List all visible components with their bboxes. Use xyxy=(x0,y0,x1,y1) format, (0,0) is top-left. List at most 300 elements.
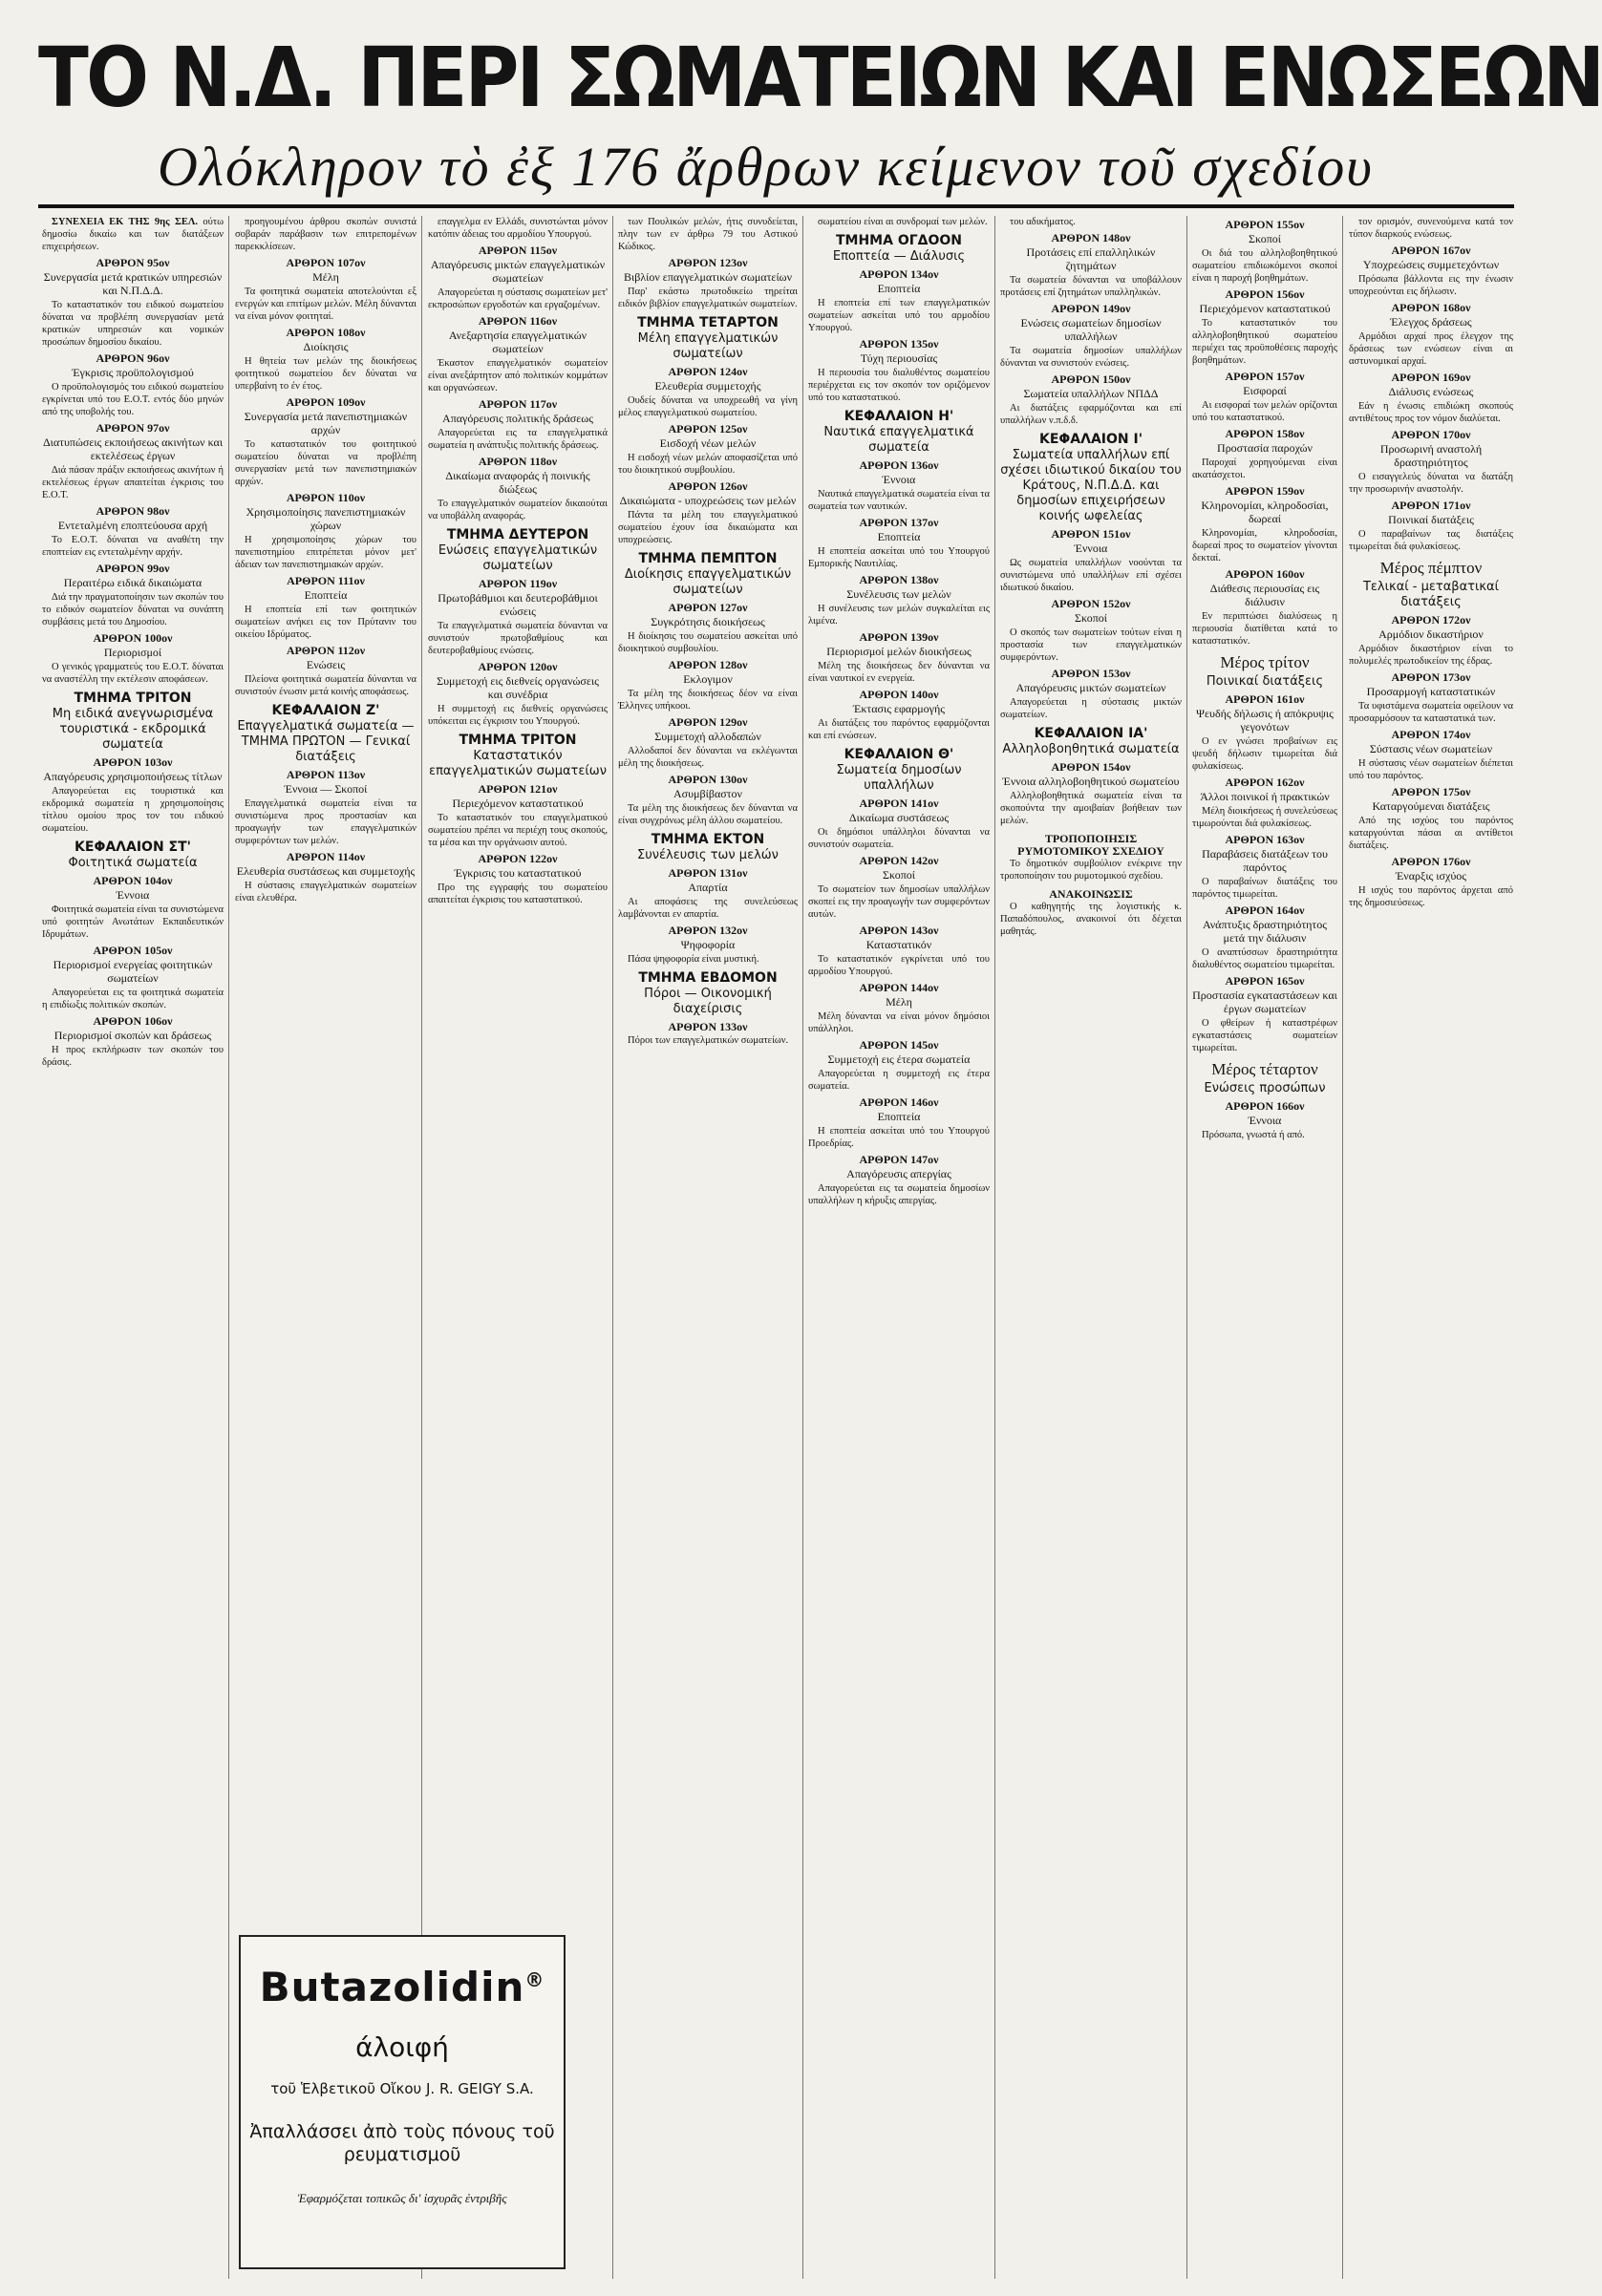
article-number: ΑΡΘΡΟΝ 132ον xyxy=(668,924,748,937)
article-number: ΑΡΘΡΟΝ 173ον xyxy=(1391,670,1471,684)
article-text: Η εισδοχή νέων μελών αποφασίζεται υπό του διοικητικού συμβουλίου. xyxy=(618,453,798,476)
article-number: ΑΡΘΡΟΝ 133ον xyxy=(668,1020,748,1033)
article-number: ΑΡΘΡΟΝ 163ον xyxy=(1225,833,1305,846)
article-title: Αρμόδιον δικαστήριον xyxy=(1378,627,1484,641)
ad-brand-name: Butazolidin xyxy=(259,1964,525,2010)
article-text: Αι διατάξεις του παρόντος εφαρμόζονται και επί ενώσεων. xyxy=(808,718,990,741)
article-text: Απαγορεύεται η σύστασις μικτών σωματείων. xyxy=(1000,697,1182,720)
article-title: Ανάπτυξις δραστηριότητος μετά την διάλυσιν xyxy=(1202,918,1328,945)
article-block xyxy=(618,715,798,770)
article-title: Απαρτία xyxy=(688,881,728,894)
article-title: Περιορισμοί σκοπών και δράσεως xyxy=(53,1029,212,1042)
article-text: Το καταστατικόν εγκρίνεται υπό του αρμοδίου Υπουργού. xyxy=(808,954,990,977)
notice-heading: ΑΝΑΚΟΙΝΩΣΙΣ xyxy=(1049,887,1133,901)
section-subheading: Πόροι — Οικονομική διαχείρισις xyxy=(644,987,772,1016)
article-block xyxy=(618,658,798,712)
article-title: Προσαρμογή καταστατικών xyxy=(1366,685,1496,698)
article-block xyxy=(428,577,608,657)
article-block xyxy=(42,256,224,349)
paragraph-block xyxy=(1000,216,1182,228)
paragraph-text: του αδικήματος. xyxy=(1010,217,1076,227)
article-text: Το καταστατικόν του φοιτητικού σωματείου δύναται να προβλέπη συνεργασίαν μετά των πανεπιστημιακών αρχών. xyxy=(235,439,417,487)
notice-heading: ΤΡΟΠΟΠΟΙΗΣΙΣ ΡΥΜΟΤΟΜΙΚΟΥ ΣΧΕΔΙΟΥ xyxy=(1017,832,1164,858)
article-block xyxy=(808,854,990,921)
article-number: ΑΡΘΡΟΝ 172ον xyxy=(1391,613,1471,627)
article-title: Εκλογιμον xyxy=(683,672,733,686)
article-title: Έννοια xyxy=(116,888,150,902)
article-title: Προστασία εγκαταστάσεων και έργων σωματείων xyxy=(1192,989,1337,1015)
article-text: Το Ε.Ο.Τ. δύναται να αναθέτη την εποπτείαν εις εντεταλμένην αρχήν. xyxy=(42,535,224,558)
column-rule xyxy=(802,216,803,2279)
article-number: ΑΡΘΡΟΝ 144ον xyxy=(859,981,939,994)
article-number: ΑΡΘΡΟΝ 174ον xyxy=(1391,728,1471,741)
section-block xyxy=(428,733,608,779)
article-text: Απαγορεύεται εις τα επαγγελματικά σωματεία η ανάπτυξις πολιτικής δράσεως. xyxy=(428,428,608,451)
notice-block xyxy=(1000,888,1182,938)
text-column xyxy=(38,216,227,2279)
article-title: Προσωρινή αναστολή δραστηριότητος xyxy=(1379,442,1483,469)
column-rule xyxy=(994,216,995,2279)
article-number: ΑΡΘΡΟΝ 141ον xyxy=(859,797,939,810)
article-block xyxy=(235,256,417,323)
article-text: Απαγορεύεται η συμμετοχή εις έτερα σωματεία. xyxy=(808,1069,990,1092)
article-number: ΑΡΘΡΟΝ 143ον xyxy=(859,924,939,937)
text-column xyxy=(424,216,611,1930)
paragraph-text: προηγουμένου άρθρου σκοπών συνιστά σοβαράν παράβασιν των επιτρεπομένων παρεκκλίσεων. xyxy=(235,217,417,252)
article-title: Διοίκησις xyxy=(303,340,349,353)
article-title: Περιορισμοί xyxy=(103,646,162,659)
article-block xyxy=(428,852,608,906)
article-title: Βιβλίον επαγγελματικών σωματείων xyxy=(624,270,792,284)
article-block xyxy=(235,326,417,393)
article-title: Έγκρισις προϋπολογισμού xyxy=(72,366,194,379)
article-number: ΑΡΘΡΟΝ 140ον xyxy=(859,688,939,701)
article-title: Περιορισμοί ενεργείας φοιτητικών σωματείων xyxy=(53,958,213,985)
article-block xyxy=(808,573,990,627)
article-text: Η προς εκπλήρωσιν των σκοπών του δράσις. xyxy=(42,1045,224,1068)
article-number: ΑΡΘΡΟΝ 159ον xyxy=(1225,484,1305,498)
article-number: ΑΡΘΡΟΝ 164ον xyxy=(1225,904,1305,917)
column-rule xyxy=(1186,216,1187,2279)
article-number: ΑΡΘΡΟΝ 108ον xyxy=(286,326,366,339)
article-text: Παρ' εκάστω πρωτοδικείω τηρείται ειδικόν βιβλίον επαγγελματικών σωματείων. xyxy=(618,287,798,309)
article-number: ΑΡΘΡΟΝ 106ον xyxy=(93,1014,173,1028)
article-block xyxy=(42,421,224,501)
article-block xyxy=(428,782,608,849)
article-block xyxy=(1349,670,1513,725)
article-block xyxy=(42,562,224,628)
article-text: Απαγορεύεται εις τουριστικά και εκδρομικά σωματεία η χρησιμοποίησις τίτλου ομοίου προς τον του ειδικού σωματείου. xyxy=(42,786,224,834)
article-block xyxy=(618,773,798,827)
article-text: Πάντα τα μέλη του επαγγελματικού σωματείου έχουν ίσα δικαιώματα και υποχρεώσεις. xyxy=(618,510,798,545)
article-title: Εντεταλμένη εποπτεύουσα αρχή xyxy=(57,519,208,532)
article-block xyxy=(618,422,798,477)
article-number: ΑΡΘΡΟΝ 175ον xyxy=(1391,785,1471,798)
section-block xyxy=(42,691,224,753)
article-block xyxy=(1000,667,1182,721)
text-column xyxy=(804,216,993,2279)
article-number: ΑΡΘΡΟΝ 155ον xyxy=(1225,218,1305,231)
headline-rule xyxy=(38,204,1514,208)
article-text: Τα μέλη της διοικήσεως δέον να είναι Έλληνες υπήκοοι. xyxy=(618,689,798,712)
ad-claim: Ἀπαλλάσσει ἀπὸ τοὺς πόνους τοῦ ρευματισμοῦ xyxy=(249,2121,555,2165)
article-title: Απαγόρευσις πολιτικής δράσεως xyxy=(442,412,593,425)
article-text: Αρμόδιοι αρχαί προς έλεγχον της δράσεως των ενώσεων είναι αι αστυνομικαί αρχαί. xyxy=(1349,331,1513,367)
article-block xyxy=(1000,302,1182,370)
article-title: Συγκρότησις διοικήσεως xyxy=(651,615,765,628)
article-block xyxy=(1192,1099,1337,1141)
article-text: Τα σωματεία δύνανται να υποβάλλουν προτάσεις επί ζητημάτων υπαλληλικών. xyxy=(1000,275,1182,298)
article-block xyxy=(808,516,990,570)
article-block xyxy=(1349,855,1513,909)
article-number: ΑΡΘΡΟΝ 131ον xyxy=(668,866,748,880)
article-title: Καταστατικόν xyxy=(865,938,932,951)
article-title: Προστασία παροχών xyxy=(1217,441,1313,455)
article-text: Μέλη διοικήσεως ή συνελεύσεως τιμωρούνται διά φυλακίσεως. xyxy=(1192,806,1337,829)
column-rule xyxy=(1342,216,1343,2279)
article-number: ΑΡΘΡΟΝ 134ον xyxy=(859,267,939,281)
article-number: ΑΡΘΡΟΝ 171ον xyxy=(1391,499,1471,512)
article-title: Σύστασις νέων σωματείων xyxy=(1369,742,1493,755)
paragraph-text: τον ορισμόν, συνενούμενα κατά τον τύπον διαρκούς ενώσεως. xyxy=(1349,217,1513,240)
article-text: Ο αναπτύσσων δραστηριότητα διαλυθέντος σωματείου τιμωρείται. xyxy=(1192,947,1337,970)
article-number: ΑΡΘΡΟΝ 149ον xyxy=(1051,302,1131,315)
article-text: Η συμμετοχή εις διεθνείς οργανώσεις υπόκειται εις έγκρισιν του Υπουργού. xyxy=(428,704,608,727)
section-heading: ΚΕΦΑΛΑΙΟΝ Η' xyxy=(844,409,954,424)
section-subheading: Μη ειδικά ανεγνωρισμένα τουριστικά - εκδρομικά σωματεία xyxy=(52,707,214,752)
article-block xyxy=(808,267,990,334)
article-block xyxy=(1000,597,1182,664)
article-text: Ο εν γνώσει προβαίνων εις ψευδή δήλωσιν τιμωρείται διά φυλακίσεως. xyxy=(1192,736,1337,772)
article-text: Από της ισχύος του παρόντος καταργούνται πάσαι αι αντίθετοι διατάξεις. xyxy=(1349,816,1513,851)
article-title: Διάλυσις ενώσεως xyxy=(1388,385,1474,398)
article-number: ΑΡΘΡΟΝ 121ον xyxy=(478,782,558,796)
article-block xyxy=(42,755,224,835)
butazolidin-advertisement xyxy=(239,1935,566,2269)
continuation-text: ούτω δημοσίω δικαίω και των διατάξεων επιχειρήσεων. xyxy=(42,217,224,252)
section-subheading: Εποπτεία — Διάλυσις xyxy=(832,249,966,264)
article-number: ΑΡΘΡΟΝ 112ον xyxy=(286,644,366,657)
article-text: Έκαστον επαγγελματικόν σωματείον είναι ανεξάρτητον από πολιτικών κομμάτων και οργανώσεων. xyxy=(428,358,608,393)
section-block xyxy=(618,832,798,863)
article-text: Πάσα ψηφοφορία είναι μυστική. xyxy=(628,954,759,965)
article-number: ΑΡΘΡΟΝ 126ον xyxy=(668,479,748,493)
section-block xyxy=(618,970,798,1017)
article-number: ΑΡΘΡΟΝ 152ον xyxy=(1051,597,1131,610)
section-heading: ΚΕΦΑΛΑΙΟΝ Ζ' xyxy=(271,703,380,718)
article-text: Τα φοιτητικά σωματεία αποτελούνται εξ ενεργών και επιτίμων μελών. Μέλη δύνανται να είναι μόνον φοιτηταί. xyxy=(235,287,417,322)
text-column xyxy=(231,216,420,1930)
article-block xyxy=(1000,372,1182,427)
article-title: Συνεργασία μετά πανεπιστημιακών αρχών xyxy=(244,410,408,436)
article-block xyxy=(1192,692,1337,773)
article-number: ΑΡΘΡΟΝ 122ον xyxy=(478,852,558,865)
article-title: Απαγόρευσις απεργίας xyxy=(846,1167,951,1180)
section-subheading: Μέλη επαγγελματικών σωματείων xyxy=(637,331,779,361)
article-title: Ενώσεις σωματείων δημοσίων υπαλλήλων xyxy=(1020,316,1162,343)
article-text: Η χρησιμοποίησις χώρων του πανεπιστημίου επιτρέπεται μόνον μετ' άδειαν των πανεπιστημιακών αρχών. xyxy=(235,535,417,570)
article-title: Συνέλευσις των μελών xyxy=(846,587,951,601)
article-title: Έναρξις ισχύος xyxy=(1395,869,1467,882)
article-text: Το σωματείον των δημοσίων υπαλλήλων σκοπεί εις την προαγωγήν των συμφερόντων αυτών. xyxy=(808,884,990,920)
text-column xyxy=(1188,216,1341,2279)
article-block xyxy=(808,1038,990,1093)
article-number: ΑΡΘΡΟΝ 160ον xyxy=(1225,567,1305,581)
article-text: Αλλοδαποί δεν δύνανται να εκλέγωνται μέλη της διοικήσεως. xyxy=(618,746,798,769)
article-block xyxy=(42,1014,224,1069)
article-title: Ποινικαί διατάξεις xyxy=(1388,513,1474,526)
text-column xyxy=(996,216,1185,2279)
article-title: Έλεγχος δράσεως xyxy=(1390,315,1472,329)
article-title: Εισδοχή νέων μελών xyxy=(659,436,757,450)
article-number: ΑΡΘΡΟΝ 170ον xyxy=(1391,428,1471,441)
article-block xyxy=(428,314,608,394)
article-text: Η εποπτεία ασκείται υπό του Υπουργού Προεδρίας. xyxy=(808,1126,990,1149)
article-title: Ελευθερία συμμετοχής xyxy=(654,379,761,393)
article-block xyxy=(1349,371,1513,425)
part-heading: Μέρος τρίτον xyxy=(1220,653,1310,671)
section-heading: ΚΕΦΑΛΑΙΟΝ ΙΑ' xyxy=(1034,726,1148,741)
article-title: Μέλη xyxy=(886,995,912,1009)
page-subheadline: Ολόκληρον τὸ ἐξ 176 ἄρθρων κείμενον τοῦ σχεδίου xyxy=(158,136,1374,198)
paragraph-block xyxy=(1349,216,1513,241)
paragraph-block xyxy=(808,216,990,228)
article-block xyxy=(1349,499,1513,553)
article-title: Περιεχόμενον καταστατικού xyxy=(1199,302,1331,315)
article-block xyxy=(618,1020,798,1047)
part-block xyxy=(1192,653,1337,690)
article-number: ΑΡΘΡΟΝ 120ον xyxy=(478,660,558,673)
article-number: ΑΡΘΡΟΝ 105ον xyxy=(93,944,173,957)
article-text: Εν περιπτώσει διαλύσεως η περιουσία διατίθεται κατά το καταστατικόν. xyxy=(1192,611,1337,647)
article-number: ΑΡΘΡΟΝ 158ον xyxy=(1225,427,1305,440)
article-block xyxy=(428,244,608,311)
section-subheading: Αλληλοβοηθητικά σωματεία xyxy=(1002,742,1180,756)
article-block xyxy=(1349,428,1513,496)
article-block xyxy=(1192,567,1337,648)
section-block xyxy=(235,703,417,765)
article-block xyxy=(1192,484,1337,564)
part-subheading: Ποινικαί διατάξεις xyxy=(1206,674,1324,689)
article-title: Παραβάσεις διατάξεων του παρόντος xyxy=(1202,847,1328,874)
article-title: Απαγόρευσις μικτών σωματείων xyxy=(1015,681,1166,694)
article-block xyxy=(42,944,224,1011)
article-title: Προτάσεις επί επαλληλικών ζητημάτων xyxy=(1026,245,1156,272)
article-text: Η εποπτεία επί των επαγγελματικών σωματείων ασκείται υπό του αρμοδίου Υπουργού. xyxy=(808,298,990,333)
article-number: ΑΡΘΡΟΝ 156ον xyxy=(1225,287,1305,301)
article-title: Διάθεσις περιουσίας εις διάλυσιν xyxy=(1209,582,1320,608)
article-number: ΑΡΘΡΟΝ 139ον xyxy=(859,630,939,644)
article-title: Έννοια xyxy=(1074,542,1108,555)
article-number: ΑΡΘΡΟΝ 138ον xyxy=(859,573,939,586)
article-number: ΑΡΘΡΟΝ 176ον xyxy=(1391,855,1471,868)
article-title: Τύχη περιουσίας xyxy=(860,351,938,365)
section-heading: ΤΜΗΜΑ ΤΡΙΤΟΝ xyxy=(459,733,577,748)
article-title: Συμμετοχή αλλοδαπών xyxy=(654,730,761,743)
article-block xyxy=(808,458,990,513)
article-text: Τα μέλη της διοικήσεως δεν δύνανται να είναι συγχρόνως μέλη άλλου σωματείου. xyxy=(618,803,798,826)
article-number: ΑΡΘΡΟΝ 110ον xyxy=(286,491,366,504)
article-text: Αλληλοβοηθητικά σωματεία είναι τα σκοπούντα την αμοιβαίαν βοήθειαν των μελών. xyxy=(1000,791,1182,826)
section-block xyxy=(808,747,990,794)
section-subheading: Συνέλευσις των μελών xyxy=(637,848,779,862)
article-title: Σκοποί xyxy=(882,868,916,882)
article-title: Εποπτεία xyxy=(877,530,921,543)
article-block xyxy=(1192,287,1337,367)
article-block xyxy=(1000,527,1182,594)
article-text: Το καταστατικόν του ειδικού σωματείου δύναται να προβλέπη συνεργασίαν μετά κρατικών υπηρεσιών και νομικών προσώπων δημοσίου δικαίου. xyxy=(42,300,224,348)
article-title: Διατυπώσεις εκποιήσεως ακινήτων και εκτελέσεως έργων xyxy=(42,436,224,462)
article-title: Έννοια — Σκοποί xyxy=(284,782,368,796)
article-title: Ψηφοφορία xyxy=(680,938,736,951)
article-title: Έννοια xyxy=(882,473,916,486)
text-column xyxy=(614,216,801,2279)
article-title: Ελευθερία συστάσεως και συμμετοχής xyxy=(236,864,416,878)
article-block xyxy=(618,866,798,921)
article-title: Έννοια xyxy=(1248,1114,1282,1127)
paragraph-text: επαγγελμα εν Ελλάδι, συνιστώνται μόνον κατόπιν άδειας του αρμοδίου Υπουργού. xyxy=(428,217,608,240)
section-block xyxy=(618,315,798,362)
continuation-paragraph xyxy=(42,216,224,253)
article-title: Σκοποί xyxy=(1074,611,1108,625)
section-heading: ΚΕΦΑΛΑΙΟΝ Θ' xyxy=(844,747,954,762)
section-block xyxy=(808,409,990,456)
continuation-block xyxy=(42,216,224,253)
ad-brand xyxy=(241,1964,564,2010)
article-number: ΑΡΘΡΟΝ 115ον xyxy=(478,244,558,257)
article-block xyxy=(1349,728,1513,782)
article-block xyxy=(1349,244,1513,298)
article-number: ΑΡΘΡΟΝ 130ον xyxy=(668,773,748,786)
page-headline: ΤΟ Ν.Δ. ΠΕΡΙ ΣΩΜΑΤΕΙΩΝ ΚΑΙ ΕΝΩΣΕΩΝ xyxy=(38,31,1602,126)
article-title: Περαιτέρω ειδικά δικαιώματα xyxy=(63,576,203,589)
article-number: ΑΡΘΡΟΝ 167ον xyxy=(1391,244,1471,257)
section-subheading: Διοίκησις επαγγελματικών σωματείων xyxy=(624,567,792,597)
article-text: Πλείονα φοιτητικά σωματεία δύνανται να συνιστούν ένωσιν μετά κοινής αποφάσεως. xyxy=(235,674,417,697)
article-block xyxy=(808,630,990,685)
section-subheading: Σωματεία δημοσίων υπαλλήλων xyxy=(836,763,962,793)
article-text: Κληρονομίαι, κληροδοσίαι, δωρεαί προς το σωματείον γίνονται δεκταί. xyxy=(1192,528,1337,563)
article-block xyxy=(808,1095,990,1150)
article-text: Το καταστατικόν του αλληλοβοηθητικού σωματείου περιέχει τας προϋποθέσεις παροχής βοηθημάτων. xyxy=(1192,318,1337,366)
article-number: ΑΡΘΡΟΝ 124ον xyxy=(668,365,748,378)
paragraph-block xyxy=(618,216,798,253)
section-block xyxy=(428,527,608,574)
article-number: ΑΡΘΡΟΝ 113ον xyxy=(286,768,366,781)
article-text: Ο εισαγγελεύς δύναται να διατάξη την προσωρινήν αναστολήν. xyxy=(1349,472,1513,495)
article-block xyxy=(1192,218,1337,285)
article-text: Η ισχύς του παρόντος άρχεται από της δημοσιεύσεως. xyxy=(1349,885,1513,908)
article-title: Εποπτεία xyxy=(877,282,921,295)
article-title: Δικαίωμα συστάσεως xyxy=(848,811,950,824)
article-text: Αι αποφάσεις της συνελεύσεως λαμβάνονται εν απαρτία. xyxy=(618,897,798,920)
article-text: Απαγορεύεται εις τα σωματεία δημοσίων υπαλλήλων η κήρυξις απεργίας. xyxy=(808,1183,990,1206)
article-title: Περιορισμοί μελών διοικήσεως xyxy=(826,645,972,658)
column-rule xyxy=(612,216,613,2279)
article-block xyxy=(808,688,990,742)
ad-registered-mark: ® xyxy=(524,1968,545,1991)
article-text: Αι εισφοραί των μελών ορίζονται υπό του καταστατικού. xyxy=(1192,400,1337,423)
part-subheading: Τελικαί - μεταβατικαί διατάξεις xyxy=(1362,580,1500,609)
article-title: Συνεργασία μετά κρατικών υπηρεσιών και Ν.Π.Δ.Δ. xyxy=(43,270,223,297)
article-block xyxy=(428,660,608,728)
article-number: ΑΡΘΡΟΝ 146ον xyxy=(859,1095,939,1109)
article-title: Ανεξαρτησία επαγγελματικών σωματείων xyxy=(448,329,587,355)
article-number: ΑΡΘΡΟΝ 99ον xyxy=(96,562,170,575)
section-heading: ΤΜΗΜΑ ΠΕΜΠΤΟΝ xyxy=(638,551,778,566)
ad-maker: τοῦ Ἑλβετικοῦ Οἴκου J. R. GEIGY S.A. xyxy=(270,2080,534,2097)
article-text: Η θητεία των μελών της διοικήσεως φοιτητικού σωματείου δεν δύναται να υπερβαίνη το έν έτος. xyxy=(235,356,417,392)
article-number: ΑΡΘΡΟΝ 116ον xyxy=(478,314,558,328)
article-text: Εάν η ένωσις επιδιώκη σκοπούς αντιθέτους προς τον νόμον διαλύεται. xyxy=(1349,401,1513,424)
article-block xyxy=(235,395,417,488)
article-number: ΑΡΘΡΟΝ 162ον xyxy=(1225,776,1305,789)
article-text: Το καταστατικόν του επαγγελματικού σωματείου πρέπει να περιέχη τους σκοπούς, τα μέσα και την οργάνωσιν αυτού. xyxy=(428,813,608,848)
article-title: Μέλη xyxy=(312,270,339,284)
article-title: Έννοια αλληλοβοηθητικού σωματείου xyxy=(1002,775,1180,788)
article-text: Ναυτικά επαγγελματικά σωματεία είναι τα σωματεία των ναυτικών. xyxy=(808,489,990,512)
article-block xyxy=(618,256,798,310)
article-text: Πρόσωπα, γνωστά ή από. xyxy=(1202,1130,1305,1140)
article-text: Αρμόδιον δικαστήριον είναι το πολυμελές πρωτοδικείον της έδρας. xyxy=(1349,644,1513,667)
article-title: Έγκρισις του καταστατικού xyxy=(454,866,582,880)
article-text: Ο γενικός γραμματεύς του Ε.Ο.Τ. δύναται να αναστέλλη την εκτέλεσιν αποφάσεων. xyxy=(42,662,224,685)
article-text: Πρόσωπα βάλλοντα εις την ένωσιν υποχρεούνται εις δήλωσιν. xyxy=(1349,274,1513,297)
section-heading: ΚΕΦΑΛΑΙΟΝ ΣΤ' xyxy=(75,840,191,855)
article-number: ΑΡΘΡΟΝ 104ον xyxy=(93,874,173,887)
article-number: ΑΡΘΡΟΝ 125ον xyxy=(668,422,748,436)
article-block xyxy=(1349,301,1513,368)
article-title: Σκοποί xyxy=(1248,232,1282,245)
section-subheading: Ναυτικά επαγγελματικά σωματεία xyxy=(823,425,974,455)
section-subheading: Επαγγελματικά σωματεία — ΤΜΗΜΑ ΠΡΩΤΟΝ — Γενικαί διατάξεις xyxy=(237,719,415,764)
article-text: Το επαγγελματικόν σωματείον δικαιούται να υποβάλλη αναφοράς. xyxy=(428,499,608,521)
article-title: Δικαίωμα αναφοράς ή ποινικής διώξεως xyxy=(445,469,590,496)
article-title: Ασυμβίβαστον xyxy=(673,787,742,800)
article-title: Περιεχόμενον καταστατικού xyxy=(452,797,584,810)
article-number: ΑΡΘΡΟΝ 128ον xyxy=(668,658,748,671)
ad-product: άλοιφή xyxy=(355,2031,449,2063)
section-block xyxy=(808,233,990,265)
notice-block xyxy=(1000,833,1182,882)
article-number: ΑΡΘΡΟΝ 168ον xyxy=(1391,301,1471,314)
part-block xyxy=(1192,1060,1337,1096)
section-heading: ΤΜΗΜΑ ΟΓΔΟΟΝ xyxy=(835,233,962,248)
article-text: Ο σκοπός των σωματείων τούτων είναι η προστασία των επαγγελματικών συμφερόντων. xyxy=(1000,627,1182,663)
article-text: Πόροι των επαγγελματικών σωματείων. xyxy=(628,1035,789,1046)
article-number: ΑΡΘΡΟΝ 147ον xyxy=(859,1153,939,1166)
article-title: Χρησιμοποίησις πανεπιστημιακών χώρων xyxy=(246,505,406,532)
article-title: Εποπτεία xyxy=(877,1110,921,1123)
article-title: Ενώσεις xyxy=(306,658,346,671)
article-number: ΑΡΘΡΟΝ 117ον xyxy=(478,397,558,411)
article-text: Ο παραβαίνων τας διατάξεις τιμωρείται διά φυλακίσεως. xyxy=(1349,529,1513,552)
article-title: Απαγόρευσις μικτών επαγγελματικών σωματείων xyxy=(430,258,606,285)
article-text: Ο προϋπολογισμός του ειδικού σωματείου εγκρίνεται υπό του Ε.Ο.Τ. εντός δύο μηνών από της υποβολής του. xyxy=(42,382,224,417)
section-heading: ΤΜΗΜΑ ΕΒΔΟΜΟΝ xyxy=(638,970,778,986)
article-text: Επαγγελματικά σωματεία είναι τα συνιστώμενα προς προστασίαν και προαγωγήν των επαγγελματικών συμφερόντων των μελών. xyxy=(235,798,417,846)
article-number: ΑΡΘΡΟΝ 129ον xyxy=(668,715,748,729)
article-block xyxy=(1192,904,1337,971)
article-number: ΑΡΘΡΟΝ 161ον xyxy=(1225,692,1305,706)
article-text: Απαγορεύεται εις τα φοιτητικά σωματεία η επιδίωξις πολιτικών σκοπών. xyxy=(42,988,224,1010)
article-block xyxy=(1349,785,1513,852)
section-heading: ΤΜΗΜΑ ΔΕΥΤΕΡΟΝ xyxy=(446,527,589,542)
article-number: ΑΡΘΡΟΝ 145ον xyxy=(859,1038,939,1052)
article-block xyxy=(42,874,224,941)
article-number: ΑΡΘΡΟΝ 100ον xyxy=(93,631,173,645)
article-block xyxy=(808,1153,990,1207)
